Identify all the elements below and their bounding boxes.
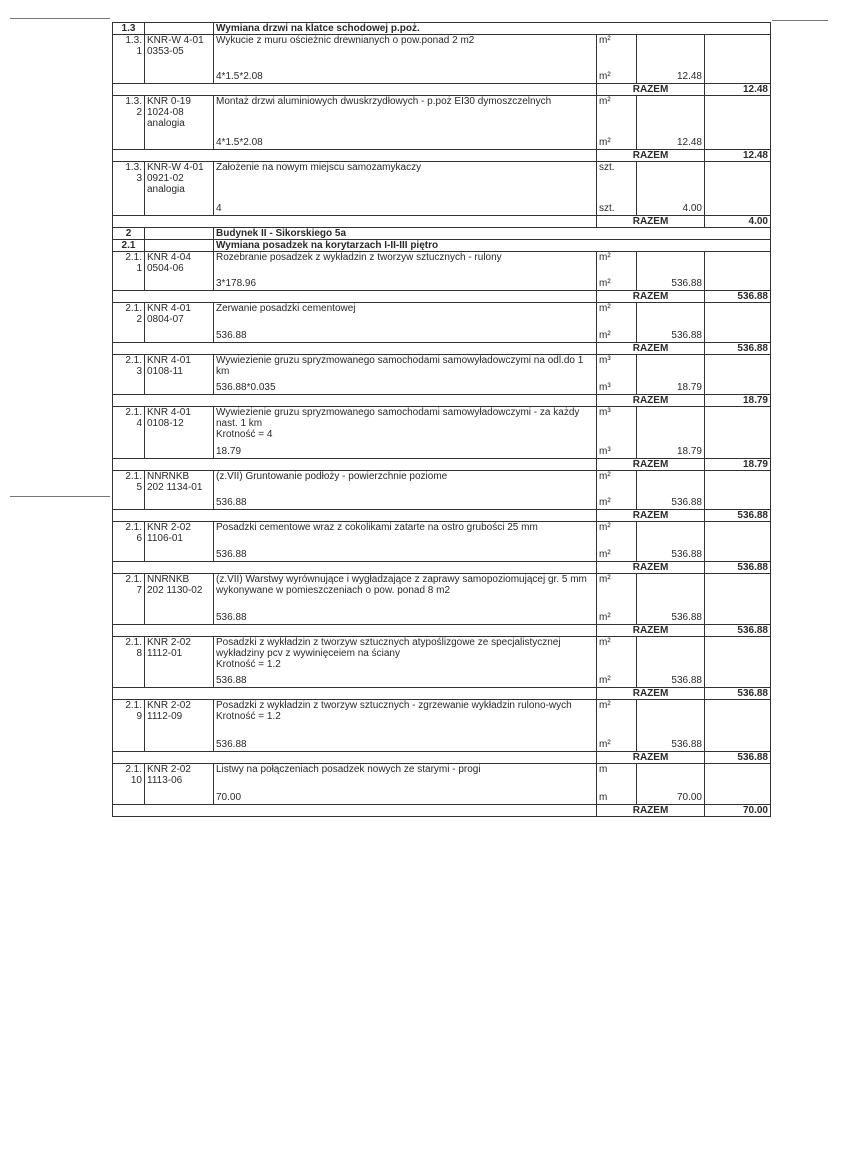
subtotal-label: RAZEM (597, 752, 705, 764)
section-row (113, 240, 771, 252)
position-code: KNR 4-01 0804-07 (145, 303, 214, 343)
subtotal-row (113, 625, 771, 637)
unit-bottom: m² (599, 71, 611, 82)
quantity-value: 536.88 (671, 549, 702, 560)
position-description-cell (214, 522, 597, 562)
scan-edge-line-top-right (772, 20, 828, 21)
subtotal-row (113, 84, 771, 96)
quantity-cell (637, 252, 705, 291)
unit-bottom: m³ (599, 382, 611, 393)
quantity-formula: 3*178.96 (216, 278, 257, 289)
unit-top: m² (599, 96, 611, 107)
quantity-value: 70.00 (676, 792, 702, 803)
unit-top: m² (599, 522, 611, 533)
position-number: 2.1. 7 (113, 574, 145, 625)
subtotal-value: 536.88 (705, 343, 771, 355)
subtotal-label: RAZEM (597, 84, 705, 96)
position-code: KNR 4-04 0504-06 (145, 252, 214, 291)
quantity-formula: 536.88 (216, 675, 247, 686)
subtotal-row (113, 216, 771, 228)
quantity-formula: 536.88 (216, 612, 247, 623)
unit-bottom: m (599, 792, 608, 803)
position-number: 1.3. 3 (113, 162, 145, 216)
subtotal-label: RAZEM (597, 216, 705, 228)
quantity-value: 12.48 (676, 71, 702, 82)
unit-bottom: m³ (599, 446, 611, 457)
quantity-cell (637, 637, 705, 688)
empty-total-cell (705, 96, 771, 150)
unit-top: m² (599, 471, 611, 482)
position-code: KNR 2-02 1112-09 (145, 700, 214, 752)
quantity-formula: 18.79 (216, 446, 242, 457)
section-code (145, 240, 214, 252)
empty-total-cell (705, 471, 771, 510)
unit-top: m² (599, 637, 611, 648)
position-number: 2.1. 10 (113, 764, 145, 805)
subtotal-row (113, 752, 771, 764)
subtotal-row (113, 805, 771, 817)
position-description: Założenie na nowym miejscu samozamykaczy (216, 162, 422, 173)
unit-cell (597, 700, 637, 752)
empty-total-cell (705, 574, 771, 625)
position-row (113, 764, 771, 805)
subtotal-value: 536.88 (705, 752, 771, 764)
subtotal-value: 12.48 (705, 84, 771, 96)
subtotal-label: RAZEM (597, 291, 705, 303)
position-description-cell (214, 303, 597, 343)
position-row (113, 407, 771, 459)
quantity-cell (637, 96, 705, 150)
empty-total-cell (705, 522, 771, 562)
position-description-cell (214, 162, 597, 216)
section-number: 2 (113, 228, 145, 240)
unit-top: m² (599, 700, 611, 711)
position-row (113, 162, 771, 216)
position-description-cell (214, 252, 597, 291)
unit-cell (597, 407, 637, 459)
unit-bottom: m² (599, 278, 611, 289)
subtotal-row (113, 688, 771, 700)
subtotal-spacer (113, 562, 597, 574)
subtotal-spacer (113, 395, 597, 407)
unit-bottom: szt. (599, 203, 615, 214)
quantity-value: 536.88 (671, 497, 702, 508)
quantity-value: 4.00 (682, 203, 702, 214)
subtotal-spacer (113, 510, 597, 522)
position-number: 1.3. 2 (113, 96, 145, 150)
quantity-formula: 536.88 (216, 497, 247, 508)
position-description: Montaż drzwi aluminiowych dwuskrzydłowych - p.poż EI30 dymoszczelnych (216, 96, 552, 107)
position-number: 2.1. 1 (113, 252, 145, 291)
quantity-value: 18.79 (676, 382, 702, 393)
subtotal-label: RAZEM (597, 625, 705, 637)
subtotal-row (113, 291, 771, 303)
unit-top: m² (599, 574, 611, 585)
position-code: KNR 4-01 0108-11 (145, 355, 214, 395)
subtotal-label: RAZEM (597, 688, 705, 700)
subtotal-spacer (113, 291, 597, 303)
subtotal-value: 536.88 (705, 562, 771, 574)
quantity-cell (637, 522, 705, 562)
subtotal-row (113, 459, 771, 471)
subtotal-label: RAZEM (597, 562, 705, 574)
position-description-cell (214, 35, 597, 84)
quantity-value: 536.88 (671, 675, 702, 686)
quantity-cell (637, 764, 705, 805)
position-code: KNR-W 4-01 0353-05 (145, 35, 214, 84)
unit-cell (597, 303, 637, 343)
position-description-cell (214, 471, 597, 510)
quantity-formula: 4*1.5*2.08 (216, 137, 263, 148)
unit-bottom: m² (599, 739, 611, 750)
position-description: Posadzki z wykładzin z tworzyw sztucznych atypoślizgowe ze specjalistycznej wykładziny pcv z wywinięceiem na ściany Krotność = 1.2 (216, 637, 561, 670)
position-row (113, 252, 771, 291)
quantity-formula: 536.88*0.035 (216, 382, 276, 393)
section-number: 1.3 (113, 23, 145, 35)
scan-edge-line-middle (10, 496, 110, 497)
position-description: (z.VII) Gruntowanie podłoży - powierzchnie poziome (216, 471, 448, 482)
empty-total-cell (705, 355, 771, 395)
position-code: KNR 4-01 0108-12 (145, 407, 214, 459)
position-row (113, 574, 771, 625)
subtotal-label: RAZEM (597, 805, 705, 817)
position-row (113, 700, 771, 752)
unit-top: m² (599, 303, 611, 314)
position-description-cell (214, 355, 597, 395)
unit-cell (597, 252, 637, 291)
position-row (113, 522, 771, 562)
position-description: Zerwanie posadzki cementowej (216, 303, 356, 314)
position-description: Posadzki cementowe wraz z cokolikami zatarte na ostro grubości 25 mm (216, 522, 538, 533)
position-code: KNR 0-19 1024-08 analogia (145, 96, 214, 150)
quantity-formula: 536.88 (216, 549, 247, 560)
subtotal-label: RAZEM (597, 343, 705, 355)
empty-total-cell (705, 700, 771, 752)
unit-bottom: m² (599, 612, 611, 623)
section-row (113, 23, 771, 35)
quantity-value: 18.79 (676, 446, 702, 457)
subtotal-value: 18.79 (705, 459, 771, 471)
position-description-cell (214, 700, 597, 752)
quantity-cell (637, 355, 705, 395)
unit-bottom: m² (599, 137, 611, 148)
position-number: 2.1. 6 (113, 522, 145, 562)
subtotal-spacer (113, 84, 597, 96)
empty-total-cell (705, 303, 771, 343)
position-description: (z.VII) Warstwy wyrównujące i wygładzające z zaprawy samopoziomującej gr. 5 mm wykonywane w pomieszczeniach o pow. ponad 8 m2 (216, 574, 587, 596)
quantity-value: 536.88 (671, 612, 702, 623)
subtotal-row (113, 343, 771, 355)
subtotal-label: RAZEM (597, 459, 705, 471)
quantity-cell (637, 574, 705, 625)
table-body (113, 23, 771, 817)
cost-estimate-table (112, 22, 771, 817)
quantity-cell (637, 471, 705, 510)
position-code: KNR 2-02 1113-06 (145, 764, 214, 805)
position-number: 2.1. 2 (113, 303, 145, 343)
unit-bottom: m² (599, 549, 611, 560)
unit-top: m² (599, 35, 611, 46)
section-title: Budynek II - Sikorskiego 5a (214, 228, 771, 240)
position-row (113, 35, 771, 84)
position-number: 2.1. 8 (113, 637, 145, 688)
position-row (113, 355, 771, 395)
position-number: 2.1. 9 (113, 700, 145, 752)
subtotal-value: 4.00 (705, 216, 771, 228)
subtotal-spacer (113, 150, 597, 162)
position-description-cell (214, 96, 597, 150)
empty-total-cell (705, 407, 771, 459)
subtotal-value: 536.88 (705, 625, 771, 637)
unit-cell (597, 764, 637, 805)
quantity-value: 536.88 (671, 278, 702, 289)
unit-cell (597, 637, 637, 688)
quantity-formula: 4*1.5*2.08 (216, 71, 263, 82)
subtotal-row (113, 395, 771, 407)
position-description: Wywiezienie gruzu spryzmowanego samochodami samowyładowczymi - za każdy nast. 1 km Krotność = 4 (216, 407, 580, 440)
unit-top: m³ (599, 407, 611, 418)
unit-top: szt. (599, 162, 615, 173)
empty-total-cell (705, 637, 771, 688)
section-number: 2.1 (113, 240, 145, 252)
subtotal-spacer (113, 752, 597, 764)
unit-bottom: m² (599, 330, 611, 341)
quantity-cell (637, 162, 705, 216)
unit-bottom: m² (599, 497, 611, 508)
subtotal-spacer (113, 688, 597, 700)
quantity-cell (637, 700, 705, 752)
quantity-formula: 536.88 (216, 739, 247, 750)
position-description-cell (214, 407, 597, 459)
subtotal-row (113, 562, 771, 574)
section-row (113, 228, 771, 240)
unit-cell (597, 574, 637, 625)
position-description: Posadzki z wykładzin z tworzyw sztucznych - zgrzewanie wykładzin rulono-wych Krotność = 1.2 (216, 700, 572, 722)
position-description-cell (214, 637, 597, 688)
subtotal-spacer (113, 216, 597, 228)
section-title: Wymiana posadzek na korytarzach I-II-III piętro (214, 240, 771, 252)
subtotal-spacer (113, 343, 597, 355)
section-code (145, 23, 214, 35)
subtotal-spacer (113, 459, 597, 471)
position-code: KNR-W 4-01 0921-02 analogia (145, 162, 214, 216)
position-description: Wywiezienie gruzu spryzmowanego samochodami samowyładowczymi na odl.do 1 km (216, 355, 584, 377)
subtotal-value: 12.48 (705, 150, 771, 162)
unit-cell (597, 522, 637, 562)
empty-total-cell (705, 252, 771, 291)
position-code: NNRNKB 202 1130-02 (145, 574, 214, 625)
position-code: KNR 2-02 1106-01 (145, 522, 214, 562)
quantity-cell (637, 407, 705, 459)
position-number: 2.1. 3 (113, 355, 145, 395)
scan-edge-line-top (10, 18, 110, 19)
quantity-value: 536.88 (671, 739, 702, 750)
quantity-value: 536.88 (671, 330, 702, 341)
unit-top: m³ (599, 355, 611, 366)
unit-cell (597, 471, 637, 510)
subtotal-row (113, 510, 771, 522)
subtotal-label: RAZEM (597, 510, 705, 522)
unit-cell (597, 96, 637, 150)
subtotal-row (113, 150, 771, 162)
section-title: Wymiana drzwi na klatce schodowej p.poż. (214, 23, 771, 35)
position-number: 2.1. 5 (113, 471, 145, 510)
subtotal-value: 18.79 (705, 395, 771, 407)
subtotal-spacer (113, 805, 597, 817)
empty-total-cell (705, 162, 771, 216)
position-code: NNRNKB 202 1134-01 (145, 471, 214, 510)
quantity-formula: 70.00 (216, 792, 242, 803)
section-code (145, 228, 214, 240)
quantity-value: 12.48 (676, 137, 702, 148)
subtotal-value: 536.88 (705, 688, 771, 700)
position-description: Listwy na połączeniach posadzek nowych ze starymi - progi (216, 764, 481, 775)
position-number: 1.3. 1 (113, 35, 145, 84)
position-code: KNR 2-02 1112-01 (145, 637, 214, 688)
unit-cell (597, 355, 637, 395)
subtotal-value: 536.88 (705, 291, 771, 303)
position-description-cell (214, 764, 597, 805)
subtotal-label: RAZEM (597, 150, 705, 162)
position-row (113, 637, 771, 688)
subtotal-label: RAZEM (597, 395, 705, 407)
unit-cell (597, 35, 637, 84)
subtotal-value: 536.88 (705, 510, 771, 522)
position-description: Wykucie z muru ościeżnic drewnianych o pow.ponad 2 m2 (216, 35, 475, 46)
unit-top: m² (599, 252, 611, 263)
empty-total-cell (705, 764, 771, 805)
unit-bottom: m² (599, 675, 611, 686)
position-row (113, 303, 771, 343)
unit-cell (597, 162, 637, 216)
position-row (113, 471, 771, 510)
unit-top: m (599, 764, 608, 775)
quantity-formula: 536.88 (216, 330, 247, 341)
quantity-cell (637, 35, 705, 84)
position-description-cell (214, 574, 597, 625)
quantity-formula: 4 (216, 203, 222, 214)
subtotal-spacer (113, 625, 597, 637)
position-number: 2.1. 4 (113, 407, 145, 459)
position-row (113, 96, 771, 150)
quantity-cell (637, 303, 705, 343)
empty-total-cell (705, 35, 771, 84)
position-description: Rozebranie posadzek z wykładzin z tworzyw sztucznych - rulony (216, 252, 502, 263)
subtotal-value: 70.00 (705, 805, 771, 817)
